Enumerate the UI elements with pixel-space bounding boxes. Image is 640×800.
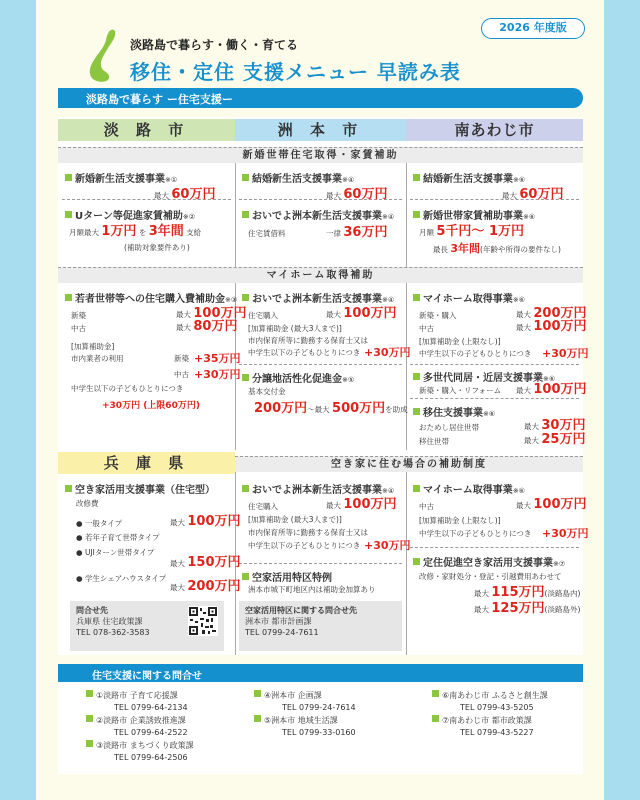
column-head-awaji: 淡 路 市 (58, 119, 235, 141)
bullet-icon (65, 485, 72, 492)
awaji-youth-used: 最大 80万円 (176, 319, 238, 334)
inquiry-name: ⑥南あわじ市 ふるさと創生課 (442, 691, 548, 700)
minami-myhome1-new: 最大 200万円 (516, 306, 587, 321)
sumoto-bunjo-title: 分譲地活性化促進金※⑤ (242, 370, 354, 385)
inquiry-tel[interactable]: TEL 0799-64-2522 (114, 728, 188, 737)
bullet-icon (242, 174, 249, 181)
sumoto-oideyo3-add-desc1: 市内保育所等に勤務する保育士又は (248, 528, 368, 537)
page-paper (36, 0, 604, 800)
minami-myhome2-add-amt: +30万円 (542, 527, 589, 540)
sumoto-oideyo3-add-amt: +30万円 (364, 539, 411, 552)
bullet-icon (413, 373, 420, 380)
awaji-youth-child-amt: +30万円 (上限60万円) (102, 401, 200, 411)
inquiry-tel[interactable]: TEL 0799-64-2134 (114, 703, 188, 712)
inquiry-name: ③淡路市 まちづくり政策課 (96, 741, 194, 750)
minami-myhome2-add-title: [加算補助金 (上限なし)] (419, 516, 501, 525)
hyogo-contact-title: 問合せ先 (76, 606, 108, 615)
minami-myhome1-add-amt: +30万円 (542, 347, 589, 360)
sumoto-oideyo3-add-desc2: 中学生以下の子どもひとりにつき (248, 541, 361, 550)
awaji-island-logo (84, 28, 124, 84)
minami-iju-label2: 移住世帯 (419, 437, 449, 446)
column-head-sumoto: 洲 本 市 (235, 119, 406, 141)
inquiry-item (432, 715, 534, 738)
sumoto-tokurei-title: 空家活用特区特例 (242, 569, 332, 584)
hyogo-share-amt: 最大 200万円 (170, 579, 241, 594)
divider (235, 163, 236, 267)
hyogo-kaishu: 改修費 (76, 499, 99, 508)
separator (410, 364, 579, 365)
column-head-minami: 南あわじ市 (406, 119, 583, 141)
awaji-youth-add-new: +35万円 (194, 352, 241, 365)
bullet-icon (432, 690, 439, 697)
inquiry-name: ⑤洲本市 地域生活課 (264, 716, 338, 725)
inquiry-item (86, 690, 188, 713)
minami-shinkon-amount: 月額 5千円〜 1万円 (419, 224, 525, 239)
separator (239, 364, 402, 365)
header-subtitle: 淡路島で暮らす・働く・育てる (130, 38, 299, 52)
inquiry-tel[interactable]: TEL 0799-33-0160 (282, 728, 356, 737)
inquiries-header (58, 664, 583, 682)
qr-code-icon[interactable] (188, 606, 218, 636)
awaji-youth-used-label: 中古 (71, 324, 86, 333)
minami-iju-label1: おためし居住世帯 (419, 423, 479, 432)
inquiry-item (432, 690, 548, 713)
sumoto-oideyo2-add-desc2: 中学生以下の子どもひとりにつき (248, 348, 361, 357)
hyogo-contact-dept: 兵庫県 住宅政策課 (76, 616, 143, 626)
minami-kekkon-max: 最大 60万円 (502, 187, 564, 202)
minami-myhome1-used: 最大 100万円 (516, 319, 587, 334)
bullet-icon (65, 294, 72, 301)
bullet-icon (413, 485, 420, 492)
sumoto-oideyo1-amount: 一律 36万円 (326, 225, 388, 240)
awaji-youth-child-desc: 中学生以下の子どもひとりにつき (71, 384, 184, 393)
minami-myhome1-add-desc: 中学生以下の子どもひとりにつき (419, 349, 532, 358)
minami-shinkon-title: 新婚世帯家賃補助事業※⑥ (413, 207, 535, 222)
inquiry-item (86, 715, 188, 738)
minami-iju-amt2: 最大 25万円 (524, 432, 586, 447)
separator (239, 563, 402, 564)
sumoto-oideyo2-add-desc1: 市内保育所等に勤務する保育士又は (248, 336, 368, 345)
divider (406, 472, 407, 655)
awaji-youth-new-label: 新築 (71, 311, 86, 320)
hyogo-uji: ● UJIターン世帯タイプ (76, 548, 155, 557)
awaji-newlife-max: 最大 60万円 (154, 187, 216, 202)
minami-iju-amt1: 最大 30万円 (524, 418, 586, 433)
minami-teiju-amt2: 最大 125万円(淡路島外) (474, 601, 581, 616)
inquiry-name: ⑦南あわじ市 都市政策課 (442, 716, 532, 725)
sumoto-contact-dept: 洲本市 都市計画課 (245, 616, 312, 626)
awaji-youth-add-title: [加算補助金] (71, 342, 115, 351)
bullet-icon (413, 558, 420, 565)
bullet-icon (242, 374, 249, 381)
sumoto-oideyo1-title: おいでよ洲本新生活支援事業※④ (242, 207, 394, 222)
minami-teiju-amt1: 最大 115万円(淡路島内) (474, 585, 581, 600)
awaji-youth-title: 若者世帯等への住宅購入費補助金※③ (65, 290, 237, 305)
bullet-icon (413, 211, 420, 218)
sumoto-kekkon-max: 最大 60万円 (326, 187, 388, 202)
inquiry-name: ②淡路市 企業誘致推進課 (96, 716, 186, 725)
inquiry-name: ④洲本市 企画課 (264, 691, 322, 700)
band-vacant: 空き家に住む場合の補助制度 (235, 456, 583, 472)
minami-tasedai-title: 多世代同居・近居支援事業※⑥ (413, 369, 555, 384)
minami-teiju-title: 定住促進空き家活用支援事業※⑦ (413, 554, 565, 569)
inquiry-name: ①淡路市 子育て応援課 (96, 691, 178, 700)
sumoto-oideyo3-title: おいでよ洲本新生活支援事業※④ (242, 481, 394, 496)
sumoto-oideyo2-amount: 最大 100万円 (326, 306, 397, 321)
awaji-youth-add-used-label: 中古 (174, 370, 189, 379)
sumoto-oideyo3-add-title: [加算補助金 (最大3人まで)] (248, 515, 342, 524)
hyogo-share: ● 学生シェアハウスタイプ (76, 574, 167, 583)
bullet-icon (242, 485, 249, 492)
awaji-youth-add-used: +30万円 (194, 368, 241, 381)
section-title (58, 88, 583, 108)
bullet-icon (65, 211, 72, 218)
divider (406, 283, 407, 450)
column-head-hyogo: 兵 庫 県 (58, 452, 235, 474)
hyogo-young: ● 若年子育て世帯タイプ (76, 533, 160, 542)
inquiry-item (86, 740, 194, 763)
minami-myhome1-title: マイホーム取得事業※⑥ (413, 290, 525, 305)
awaji-uturn-note: (補助対象要件あり) (124, 243, 190, 252)
minami-teiju-desc: 改修・家財処分・登記・引越費用あわせて (419, 572, 562, 581)
minami-kekkon-title: 結婚新生活支援事業※⑥ (413, 170, 525, 185)
sumoto-oideyo3-label: 住宅購入 (248, 502, 278, 511)
inquiry-tel[interactable]: TEL 0799-43-5227 (460, 728, 534, 737)
year-badge: 2026 年度版 (481, 18, 585, 39)
inquiry-tel[interactable]: TEL 0799-43-5205 (460, 703, 534, 712)
inquiry-tel[interactable]: TEL 0799-64-2506 (114, 753, 188, 762)
bullet-icon (86, 740, 93, 747)
minami-myhome2-amount: 最大 100万円 (516, 497, 587, 512)
bullet-icon (413, 174, 420, 181)
sumoto-oideyo2-label: 住宅購入 (248, 311, 278, 320)
bullet-icon (413, 294, 420, 301)
hyogo-general: ● 一般タイプ (76, 519, 123, 528)
inquiry-item (254, 715, 356, 738)
sumoto-bunjo-label: 基本交付金 (248, 387, 286, 396)
minami-tasedai-label: 新築・購入・リフォーム (419, 386, 502, 395)
hyogo-uji-amt: 最大 150万円 (170, 555, 241, 570)
awaji-uturn-amount: 月額最大 1万円 を 3年間 支給 (69, 224, 202, 239)
minami-myhome1-used-label: 中古 (419, 324, 434, 333)
minami-myhome2-add-desc: 中学生以下の子どもひとりにつき (419, 529, 532, 538)
band-myhome: マイホーム取得補助 (58, 267, 583, 283)
sumoto-contact (239, 601, 402, 651)
awaji-uturn-title: Uターン等促進家賃補助※② (65, 207, 195, 222)
sumoto-oideyo2-add-title: [加算補助金 (最大3人まで)] (248, 324, 342, 333)
sumoto-oideyo2-title: おいでよ洲本新生活支援事業※④ (242, 290, 394, 305)
hyogo-title: 空き家活用支援事業（住宅型） (65, 481, 215, 496)
awaji-youth-add-desc: 市内業者の利用 (71, 354, 124, 363)
bullet-icon (86, 715, 93, 722)
minami-myhome1-new-label: 新築・購入 (419, 311, 457, 320)
bullet-icon (242, 211, 249, 218)
awaji-youth-new: 最大 100万円 (176, 306, 247, 321)
minami-iju-title: 移住支援事業※⑥ (413, 404, 495, 419)
bullet-icon (242, 573, 249, 580)
minami-myhome2-title: マイホーム取得事業※⑥ (413, 481, 525, 496)
sumoto-oideyo1-label: 住宅賃借料 (248, 229, 286, 238)
divider (406, 163, 407, 267)
minami-myhome1-add-title: [加算補助金 (上限なし)] (419, 337, 501, 346)
minami-shinkon-period: 最長 3年間(年齢や所得の要件なし) (433, 242, 561, 255)
separator (410, 547, 579, 548)
bullet-icon (86, 690, 93, 697)
minami-myhome2-used-label: 中古 (419, 502, 434, 511)
inquiry-item (254, 690, 356, 713)
bullet-icon (432, 715, 439, 722)
bullet-icon (242, 294, 249, 301)
section-title-text: 淡路島で暮らす ー住宅支援ー (86, 93, 233, 106)
bullet-icon (254, 715, 261, 722)
hyogo-general-amt: 最大 100万円 (170, 514, 241, 529)
inquiries-title: 住宅支援に関する問合せ (92, 671, 202, 682)
bullet-icon (254, 690, 261, 697)
awaji-newlife-title: 新婚新生活支援事業※① (65, 170, 177, 185)
sumoto-oideyo3-amount: 最大 100万円 (326, 497, 397, 512)
sumoto-oideyo2-add-amt: +30万円 (364, 346, 411, 359)
sumoto-tokurei-desc: 洲本市城下町地区内は補助金加算あり (248, 585, 376, 594)
sumoto-kekkon-title: 結婚新生活支援事業※④ (242, 170, 354, 185)
bullet-icon (413, 408, 420, 415)
page-title: 移住・定住 支援メニュー 早読み表 (130, 60, 461, 84)
sumoto-bunjo-amount: 200万円〜最大 500万円を助成 (254, 401, 408, 416)
inquiry-tel[interactable]: TEL 0799-24-7614 (282, 703, 356, 712)
hyogo-contact-tel[interactable]: TEL 078-362-3583 (76, 627, 150, 637)
band-newlywed: 新婚世帯住宅取得・家賃補助 (58, 147, 583, 163)
sumoto-contact-tel[interactable]: TEL 0799-24-7611 (245, 627, 319, 637)
bullet-icon (65, 174, 72, 181)
sumoto-contact-title: 空家活用特区に関する問合せ先 (245, 606, 357, 615)
minami-tasedai-amount: 最大 100万円 (516, 382, 587, 397)
awaji-youth-add-new-label: 新築 (174, 354, 189, 363)
